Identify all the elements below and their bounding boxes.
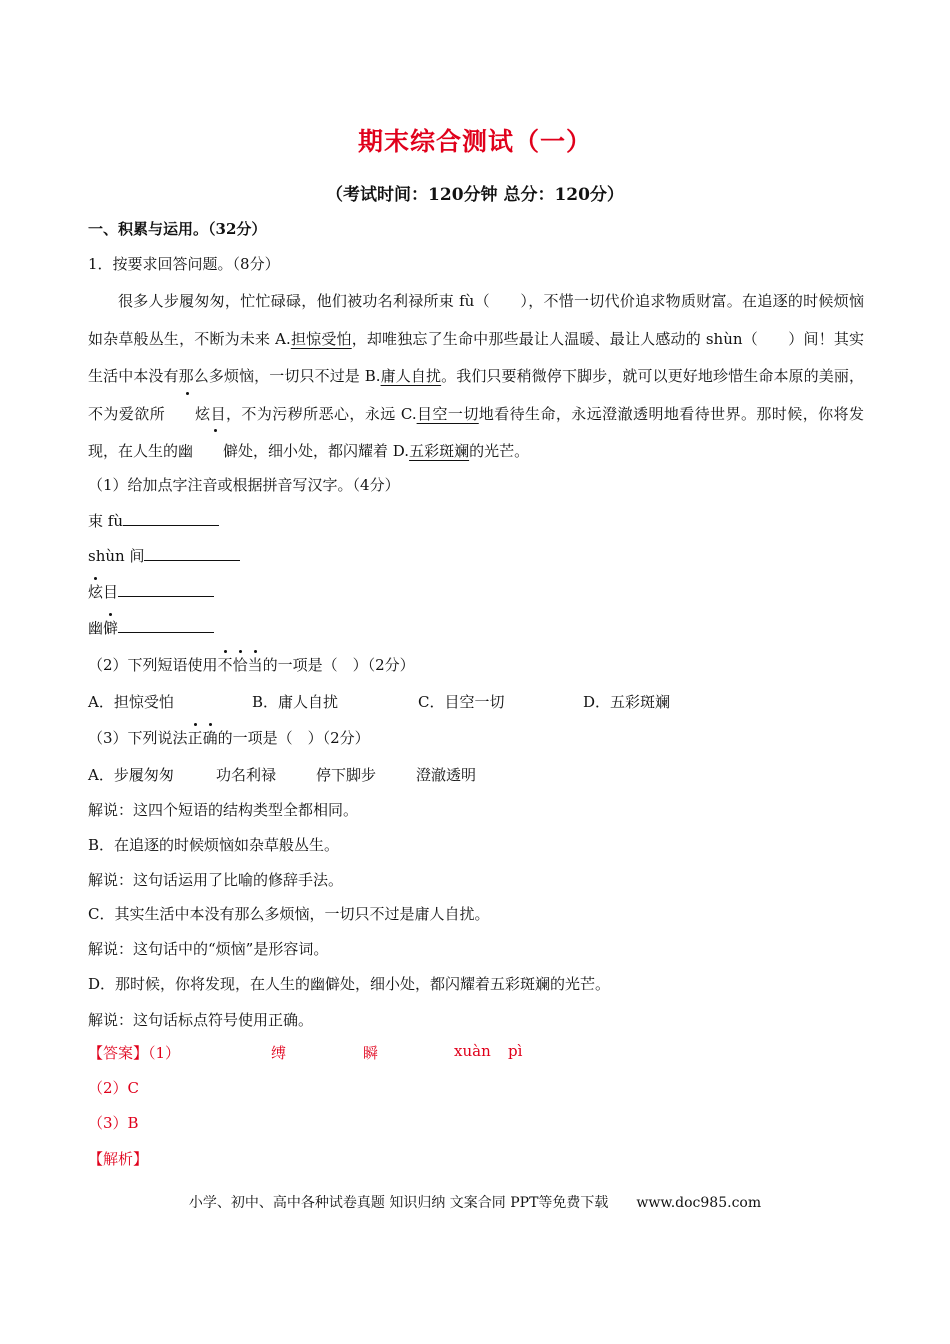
answer-value: pì [508,1042,523,1060]
option-d-line[interactable]: D．那时候，你将发现，在人生的幽僻处，细小处，都闪耀着五彩斑斓的光芒。 [88,975,611,993]
footer-text: 小学、初中、高中各种试卷真题 知识归纳 文案合同 PPT等免费下载 [188,1195,609,1211]
answer-line-2: （2）C [88,1079,140,1097]
section-heading: 一、积累与运用。（32分） [88,220,267,238]
analysis-label: 【解析】 [88,1150,149,1168]
dotted-char: 炫 [88,583,104,601]
page-title: 期末综合测试（一） [357,127,592,156]
option-a-term: 功名利禄 [216,766,277,784]
dotted-char: 确 [202,729,218,747]
dotted-char: 正 [187,729,203,747]
answer-blank[interactable] [144,548,240,561]
underlined-term-a: 担惊受怕 [290,329,352,348]
reading-passage [88,283,864,471]
option-d[interactable]: D．五彩斑斓 [583,693,671,711]
footer-link[interactable]: www.doc985.com [636,1195,762,1211]
underlined-term-b: 庸人自扰 [380,367,442,386]
answer-line-3: （3）B [88,1114,139,1132]
page-footer [0,1192,950,1212]
fill-line-1 [88,510,219,531]
underlined-term-c: 目空一切 [416,404,479,423]
sub-question-2 [88,654,415,675]
explanation-line: 解说：这句话中的“烦恼”是形容词。 [88,940,329,958]
underlined-term-d: 五彩斑斓 [409,442,470,461]
passage-text: 。我们只要稍微停下脚步，就可以更好地珍惜生命本原的美丽，不为爱欲所 [88,367,864,423]
option-a[interactable]: A．担惊受怕 [88,693,174,711]
answer-part: （1） [148,1044,181,1062]
option-a-term: 澄澈透明 [416,766,477,784]
option-b[interactable]: B．庸人自扰 [252,693,339,711]
fill-label: 束 fù [88,512,123,530]
sub-question-text: 的一项是（ ）（2分） [262,656,415,674]
fill-label: 目 [103,583,119,601]
sub-question-text: （3）下列说法 [88,729,188,747]
option-c-line[interactable]: C．其实生活中本没有那么多烦恼，一切只不过是庸人自扰。 [88,905,490,923]
option-a-term[interactable]: A．步履匆匆 [88,766,174,784]
answer-blank[interactable] [118,584,214,597]
passage-text: 的光芒。 [469,442,530,461]
answer-label: 【答案】 [88,1044,149,1062]
fill-line-3 [88,581,214,602]
sub-question-text: 的一项是（ ）（2分） [217,729,370,747]
answer-blank[interactable] [123,513,219,526]
passage-text: 很多人步履匆匆，忙忙碌碌，他们被功名利禄所束 fù（ ），不惜一切代价追求物质财富。在追逐的时候烦恼如杂草般丛生，不断为未来 A. [88,292,864,348]
sub-question-text: （2）下列短语使用 [88,656,218,674]
dotted-char: 恰 [232,656,248,674]
option-a-term: 停下脚步 [316,766,377,784]
passage-text: 处，细小处，都闪耀着 D. [238,442,410,461]
sub-question-1: （1）给加点字注音或根据拼音写汉字。（4分） [88,476,400,494]
answer-line-1 [88,1042,180,1063]
dotted-char: 当 [247,656,263,674]
option-c[interactable]: C．目空一切 [418,693,505,711]
passage-text: 目，不为污秽所恶心，永远 C. [210,404,417,423]
fill-label: shùn 间 [88,547,145,565]
passage-text: ，却唯独忘了生命中那些最让人温暖、最让人感动的 shùn（ ）间！其实生活中本没有那么多烦恼，一切只不过是 B. [88,329,864,386]
dotted-char: 不 [217,656,233,674]
question-stem: 1．按要求回答问题。（8分） [88,255,280,273]
answer-value: 缚 [271,1044,287,1062]
passage-text: 地看待生命，永远澄澈透明地看待世界。那时候，你将发现，在人生的幽 [88,404,864,461]
option-b-line[interactable]: B．在追逐的时候烦恼如杂草般丛生。 [88,836,340,854]
answer-value: xuàn [454,1042,491,1060]
explanation-line: 解说：这句话运用了比喻的修辞手法。 [88,871,344,889]
dotted-char: 僻 [193,433,238,471]
fill-line-2 [88,545,240,566]
answer-value: 瞬 [363,1044,379,1062]
explanation-line: 解说：这四个短语的结构类型全都相同。 [88,801,359,819]
exam-info: （考试时间：120分钟 总分：120分） [326,185,624,205]
dotted-char: 僻 [103,619,119,637]
answer-blank[interactable] [118,620,214,633]
explanation-line: 解说：这句话标点符号使用正确。 [88,1011,314,1029]
fill-line-4 [88,617,214,638]
fill-label: 幽 [88,619,104,637]
sub-question-3 [88,727,370,748]
dotted-char: 炫 [165,396,210,434]
